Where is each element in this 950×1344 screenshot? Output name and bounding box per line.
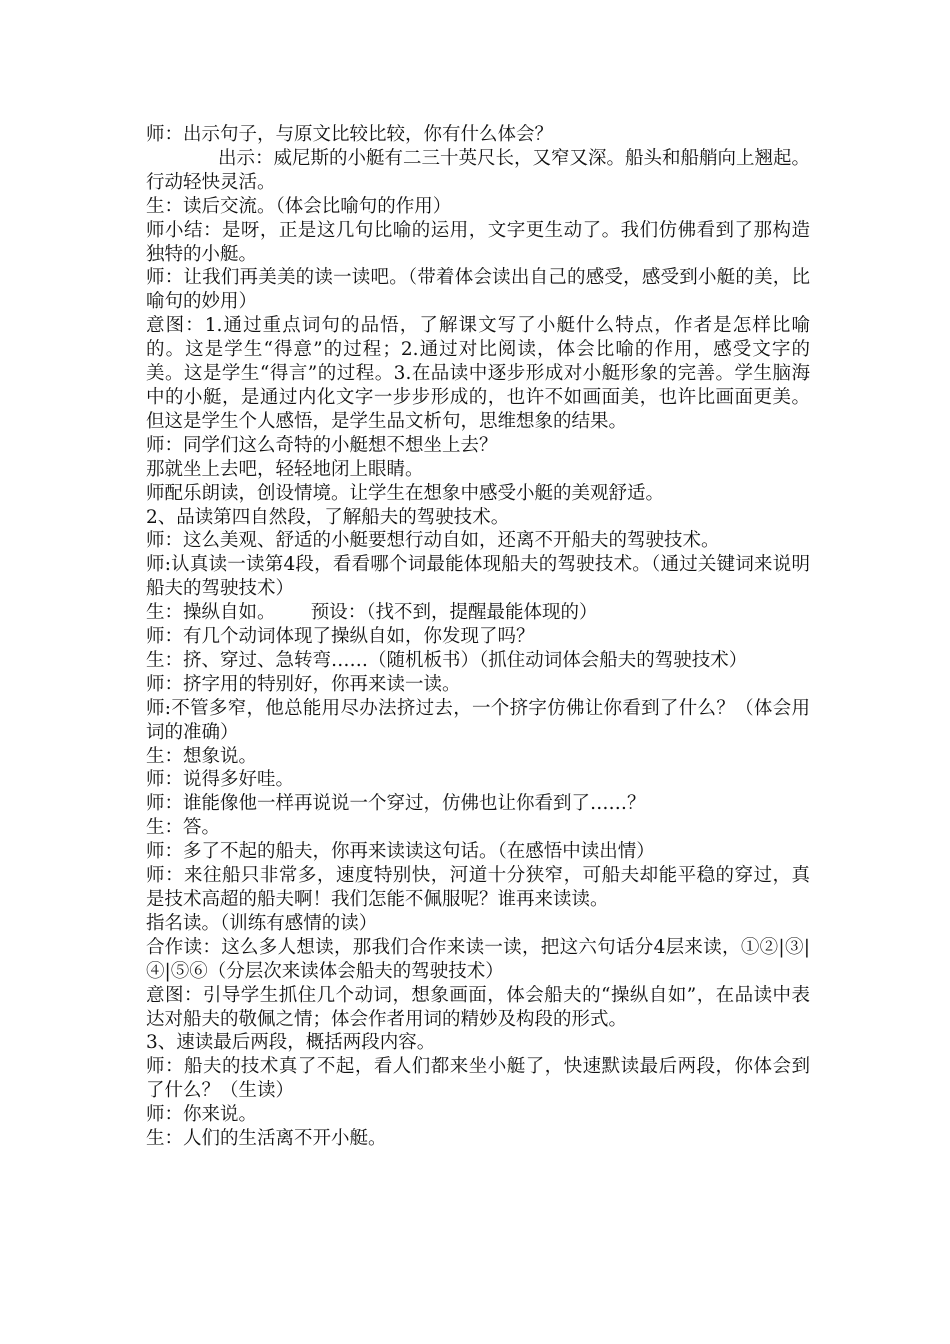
paragraph-15: 生：挤、穿过、急转弯……（随机板书）（抓住动词体会船夫的驾驶技术） [146,649,748,671]
paragraph-17: 师:不管多窄，他总能用尽办法挤过去，一个挤字仿佛让你看到了什么？（体会用词的准确） [146,697,810,743]
paragraph-29: 师：你来说。 [146,1104,258,1126]
paragraph-14: 师：有几个动词体现了操纵自如，你发现了吗？ [146,626,535,648]
paragraph-25: 合作读：这么多人想读，那我们合作来读一读，把这六句话分4层来读，①②|③|④|⑤⑥（分层次来读体会船夫的驾驶技术） [146,936,810,982]
paragraph-5: 师：让我们再美美的读一读吧。（带着体会读出自己的感受，感受到小艇的美，比喻句的妙用） [146,267,810,313]
paragraph-7: 师：同学们这么奇特的小艇想不想坐上去？ [146,434,498,456]
paragraph-16: 师：挤字用的特别好，你再来读一读。 [146,673,461,695]
paragraph-26: 意图：引导学生抓住几个动词，想象画面，体会船夫的“操纵自如”，在品读中表达对船夫的敬佩之情；体会作者用词的精妙及构段的形式。 [146,984,810,1030]
paragraph-21: 生：答。 [146,817,221,839]
paragraph-19: 师：说得多好哇。 [146,769,295,791]
paragraph-13: 生：操纵自如。 预设：（找不到，提醒最能体现的） [146,602,598,624]
paragraph-24: 指名读。（训练有感情的读） [146,912,378,934]
paragraph-2: 出示：威尼斯的小艇有二三十英尺长，又窄又深。船头和船艄向上翘起。行动轻快灵活。 [146,147,811,193]
paragraph-8: 那就坐上去吧，轻轻地闭上眼睛。 [146,458,424,480]
paragraph-12: 师:认真读一读第4段，看看哪个词最能体现船夫的驾驶技术。（通过关键词来说明船夫的驾驶技术） [146,554,810,600]
paragraph-28: 师：船夫的技术真了不起，看人们都来坐小艇了，快速默读最后两段，你体会到了什么？（生读） [146,1056,810,1102]
paragraph-1: 师：出示句子，与原文比较比较，你有什么体会？ [146,124,554,145]
paragraph-6: 意图：1.通过重点词句的品悟，了解课文写了小艇什么特点，作者是怎样比喻的。这是学生“得意”的过程；2.通过对比阅读，体会比喻的作用，感受文字的美。这是学生“得言”的过程。3.在品读中逐步形成对小艇形象的完善。学生脑海中的小艇，是通过内化文字一步步形成的，也许不如画面美，也许比画面更美。但这是学生个人感悟，是学生品文析句，思维想象的结果。 [146,315,810,432]
paragraph-3: 生：读后交流。（体会比喻句的作用） [146,195,452,217]
paragraph-10: 2、品读第四自然段，了解船夫的驾驶技术。 [146,506,510,528]
paragraph-22: 师：多了不起的船夫，你再来读读这句话。（在感悟中读出情） [146,841,655,863]
document-page [146,123,810,1151]
paragraph-11: 师：这么美观、舒适的小艇要想行动自如，还离不开船夫的驾驶技术。 [146,530,720,552]
paragraph-20: 师：谁能像他一样再说说一个穿过，仿佛也让你看到了……？ [146,793,646,815]
paragraph-30: 生：人们的生活离不开小艇。 [146,1128,387,1150]
paragraph-9: 师配乐朗读，创设情境。让学生在想象中感受小艇的美观舒适。 [146,482,665,504]
paragraph-4: 师小结：是呀，正是这几句比喻的运用，文字更生动了。我们仿佛看到了那构造独特的小艇。 [146,219,810,265]
paragraph-18: 生：想象说。 [146,745,258,767]
paragraph-23: 师：来往船只非常多，速度特别快，河道十分狭窄，可船夫却能平稳的穿过，真是技术高超的船夫啊！我们怎能不佩服呢？谁再来读读。 [146,865,810,910]
paragraph-27: 3、速读最后两段，概括两段内容。 [146,1032,436,1054]
